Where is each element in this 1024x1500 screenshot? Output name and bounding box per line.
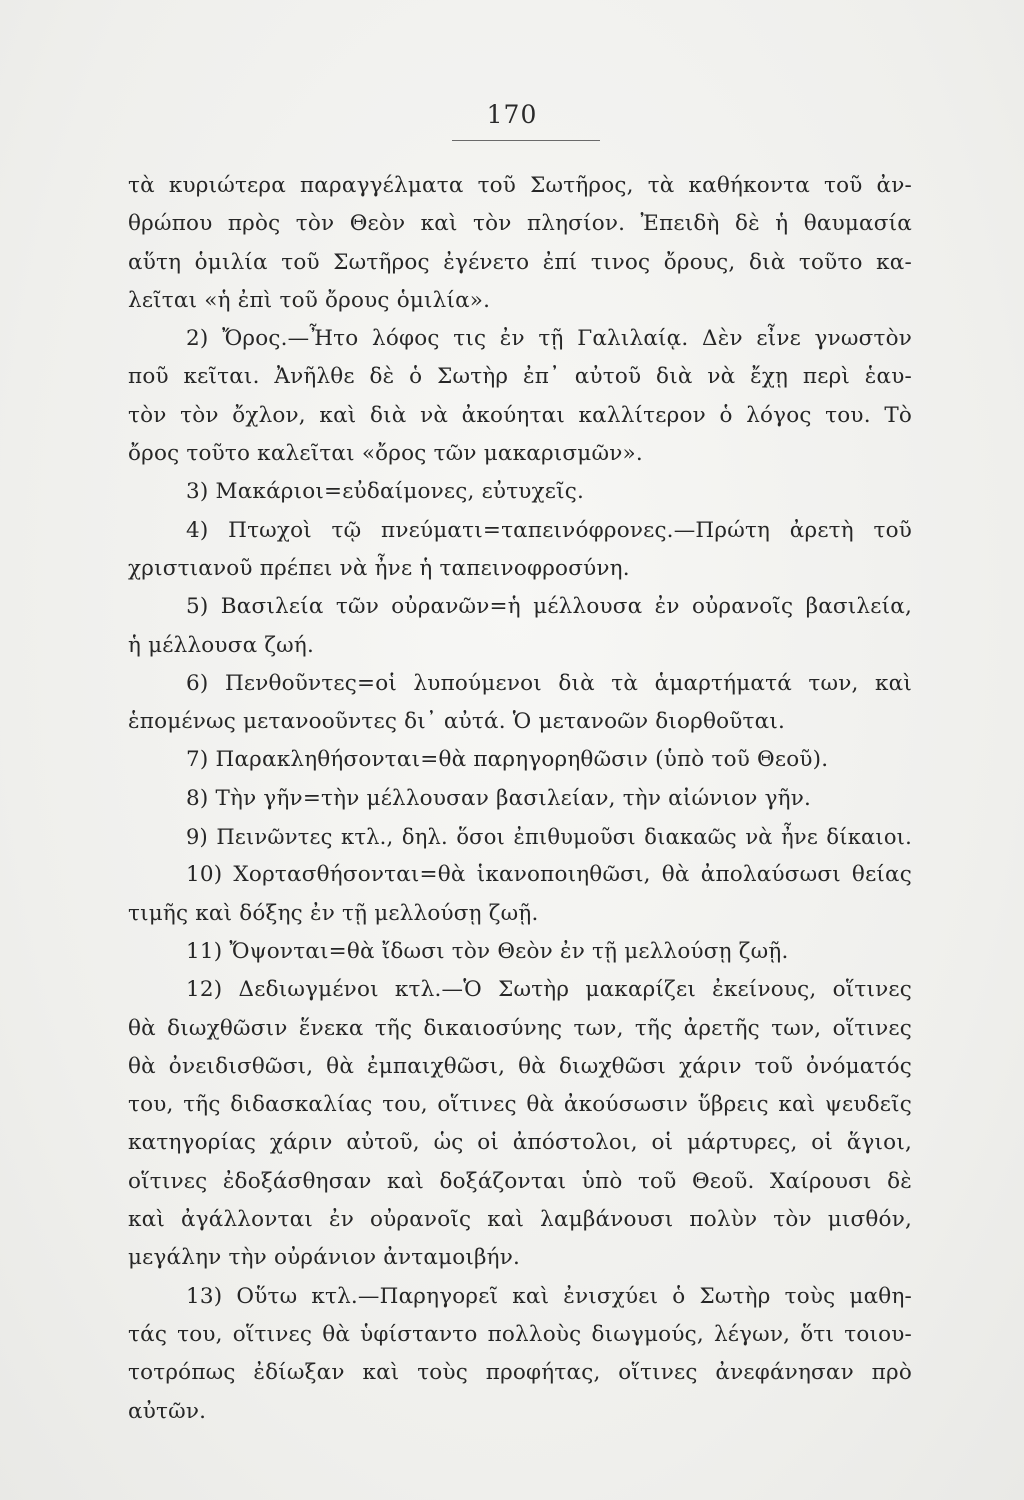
text-line: τοτρόπως ἐδίωξαν καὶ τοὺς προφήτας, οἵτινες ἀνεφάνησαν πρὸ — [128, 1360, 912, 1386]
text-line: αὕτη ὁμιλία τοῦ Σωτῆρος ἐγένετο ἐπί τινος ὄρους, διὰ τοῦτο κα- — [128, 249, 912, 275]
text-line: μεγάλην τὴν οὐράνιον ἀνταμοιβήν. — [128, 1245, 521, 1271]
text-line: τιμῆς καὶ δόξης ἐν τῇ μελλούσῃ ζωῇ. — [128, 900, 539, 926]
text-line: θρώπου πρὸς τὸν Θεὸν καὶ τὸν πλησίον. Ἐπειδὴ δὲ ἡ θαυμασία — [128, 211, 912, 237]
text-line: 13) Οὕτω κτλ.—Παρηγορεῖ καὶ ἐνισχύει ὁ Σωτὴρ τοὺς μαθη- — [186, 1283, 912, 1309]
text-line: τάς του, οἵτινες θὰ ὑφίσταντο πολλοὺς διωγμούς, λέγων, ὅτι τοιου- — [128, 1321, 912, 1347]
text-line: ἑπομένως μετανοοῦντες δι᾽ αὐτά. Ὁ μετανοῶν διορθοῦται. — [128, 709, 786, 735]
text-line: κατηγορίας χάριν αὐτοῦ, ὡς οἱ ἀπόστολοι, οἱ μάρτυρες, οἱ ἅγιοι, — [128, 1130, 912, 1156]
text-line: 11) Ὄψονται=θὰ ἴδωσι τὸν Θεὸν ἐν τῇ μελλούσῃ ζωῇ. — [186, 938, 789, 964]
text-line: καὶ ἀγάλλονται ἐν οὐρανοῖς καὶ λαμβάνουσι πολὺν τὸν μισθόν, — [128, 1207, 912, 1233]
text-line: ποῦ κεῖται. Ἀνῆλθε δὲ ὁ Σωτὴρ ἐπ᾽ αὐτοῦ διὰ νὰ ἔχῃ περὶ ἑαυ- — [128, 364, 912, 390]
text-line: τὸν τὸν ὄχλον, καὶ διὰ νὰ ἀκούηται καλλίτερον ὁ λόγος του. Τὸ — [128, 402, 912, 428]
text-line: θὰ ὀνειδισθῶσι, θὰ ἐμπαιχθῶσι, θὰ διωχθῶσι χάριν τοῦ ὀνόματός — [128, 1053, 912, 1079]
text-line: τὰ κυριώτερα παραγγέλματα τοῦ Σωτῆρος, τὰ καθήκοντα τοῦ ἀν- — [128, 173, 912, 198]
text-line: 3) Μακάριοι=εὐδαίμονες, εὐτυχεῖς. — [186, 479, 585, 505]
text-line: οἵτινες ἐδοξάσθησαν καὶ δοξάζονται ὑπὸ τοῦ Θεοῦ. Χαίρουσι δὲ — [128, 1168, 912, 1194]
text-line: 10) Χορτασθήσονται=θὰ ἱκανοποιηθῶσι, θὰ ἀπολαύσωσι θείας — [186, 862, 912, 888]
text-line: 9) Πεινῶντες κτλ., δηλ. ὅσοι ἐπιθυμοῦσι διακαῶς νὰ ἦνε δίκαιοι. — [186, 825, 912, 850]
text-line: του, τῆς διδασκαλίας του, οἵτινες θὰ ἀκούσωσιν ὕβρεις καὶ ψευδεῖς — [128, 1092, 912, 1118]
text-line: 7) Παρακληθήσονται=θὰ παρηγορηθῶσιν (ὑπὸ τοῦ Θεοῦ). — [186, 747, 829, 773]
page-number: 170 — [486, 100, 538, 129]
text-line: 12) Δεδιωγμένοι κτλ.—Ὁ Σωτὴρ μακαρίζει ἐκείνους, οἵτινες — [186, 977, 912, 1003]
text-line: θὰ διωχθῶσιν ἕνεκα τῆς δικαιοσύνης των, τῆς ἀρετῆς των, οἵτινες — [128, 1015, 912, 1041]
text-line: αὐτῶν. — [128, 1398, 207, 1424]
text-line: χριστιανοῦ πρέπει νὰ ἦνε ἡ ταπεινοφροσύνη. — [128, 555, 630, 581]
text-line: 8) Τὴν γῆν=τὴν μέλλουσαν βασιλείαν, τὴν αἰώνιον γῆν. — [186, 785, 812, 811]
text-line: 2) Ὄρος.—Ἦτο λόφος τις ἐν τῇ Γαλιλαίᾳ. Δὲν εἶνε γνωστὸν — [186, 326, 912, 352]
text-line: 6) Πενθοῦντες=οἱ λυπούμενοι διὰ τὰ ἁμαρτήματά των, καὶ — [186, 670, 912, 696]
body-text — [128, 167, 912, 1431]
header-rule — [452, 140, 600, 141]
text-line: 4) Πτωχοὶ τῷ πνεύματι=ταπεινόφρονες.—Πρώτη ἀρετὴ τοῦ — [186, 517, 912, 543]
text-line: λεῖται «ἡ ἐπὶ τοῦ ὄρους ὁμιλία». — [128, 287, 491, 313]
text-line: ὄρος τοῦτο καλεῖται «ὄρος τῶν μακαρισμῶν». — [128, 441, 643, 467]
text-line: 5) Βασιλεία τῶν οὐρανῶν=ἡ μέλλουσα ἐν οὐρανοῖς βασιλεία, — [186, 594, 912, 620]
text-line: ἡ μέλλουσα ζωή. — [128, 632, 315, 658]
